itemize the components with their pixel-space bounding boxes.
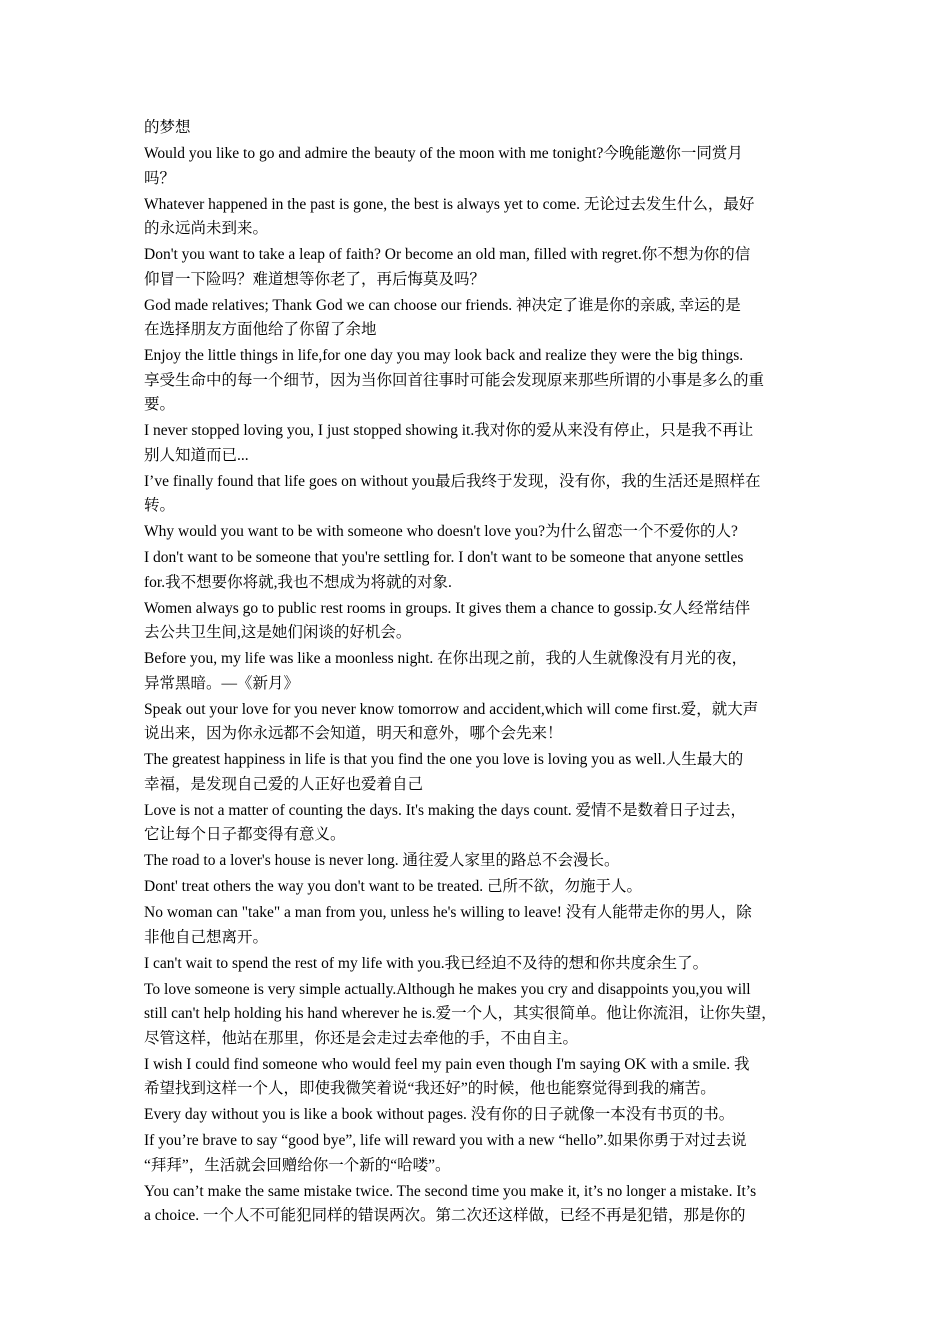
text-line: To love someone is very simple actually.Although he makes you cry and disappoints you,you will [144, 980, 751, 998]
paragraph [144, 546, 810, 595]
paragraph [144, 193, 810, 242]
text-line: 仰冒一下险吗？难道想等你老了，再后悔莫及吗？ [144, 270, 486, 288]
text-line: Dont' treat others the way you don't want to be treated. 己所不欲，勿施于人。 [144, 878, 643, 895]
paragraph [144, 142, 810, 191]
text-line: 的梦想 [144, 119, 191, 136]
paragraph [144, 344, 810, 418]
paragraph [144, 470, 810, 519]
text-line: for.我不想要你将就,我也不想成为将就的对象. [144, 573, 452, 591]
text-line: Love is not a matter of counting the days. It's making the days count. 爱情不是数着日子过去， [144, 801, 747, 819]
text-line: 尽管这样，他站在那里，你还是会走过去牵他的手，不由自主。 [144, 1029, 579, 1047]
paragraph [144, 243, 810, 292]
text-line: 非他自己想离开。 [144, 928, 269, 946]
paragraph [144, 748, 810, 797]
text-line: God made relatives; Thank God we can choose our friends. 神决定了谁是你的亲戚, 幸运的是 [144, 296, 741, 314]
paragraph [144, 1180, 810, 1229]
text-line: Before you, my life was like a moonless night. 在你出现之前，我的人生就像没有月光的夜， [144, 650, 748, 667]
text-line: No woman can "take" a man from you, unless he's willing to leave! 没有人能带走你的男人，除 [144, 904, 752, 921]
text-line: Would you like to go and admire the beauty of the moon with me tonight?今晚能邀你一同赏月 [144, 145, 743, 162]
text-line: “拜拜”，生活就会回赠给你一个新的“哈喽”。 [144, 1156, 451, 1174]
document-page [144, 116, 810, 1229]
text-line: You can’t make the same mistake twice. The second time you make it, it’s no longer a mistake. It’s [144, 1182, 757, 1200]
text-line: 的永远尚未到来。 [144, 220, 269, 237]
text-line: I never stopped loving you, I just stopped showing it.我对你的爱从来没有停止，只是我不再让 [144, 422, 754, 439]
paragraph [144, 419, 810, 468]
text-line: 别人知道而已... [144, 446, 249, 464]
paragraph [144, 849, 810, 874]
text-line: Enjoy the little things in life,for one day you may look back and realize they were the big things. [144, 347, 744, 364]
text-line: 幸福，是发现自己爱的人正好也爱着自己 [144, 775, 424, 793]
paragraph [144, 520, 810, 545]
paragraph [144, 952, 810, 977]
text-line: 希望找到这样一个人，即使我微笑着说“我还好”的时候，他也能察觉得到我的痛苦。 [144, 1080, 716, 1097]
paragraph [144, 1053, 810, 1102]
text-line: 转。 [144, 497, 176, 514]
text-line: Women always go to public rest rooms in groups. It gives them a chance to gossip.女人经常结伴 [144, 599, 751, 617]
text-line: 异常黑暗。—《新月》 [144, 674, 300, 692]
text-line: If you’re brave to say “good bye”, life will reward you with a new “hello”.如果你勇于对过去说 [144, 1132, 747, 1149]
text-line: Whatever happened in the past is gone, the best is always yet to come. 无论过去发生什么，最好 [144, 195, 755, 213]
paragraph [144, 901, 810, 950]
paragraph [144, 647, 810, 696]
text-line: a choice. 一个人不可能犯同样的错误两次。第二次还这样做，已经不再是犯错，那是你的 [144, 1207, 746, 1224]
text-line: Don't you want to take a leap of faith? Or become an old man, filled with regret.你不想为你的信 [144, 246, 751, 263]
text-line: Speak out your love for you never know tomorrow and accident,which will come first.爱，就大声 [144, 700, 759, 718]
text-line: Why would you want to be with someone who doesn't love you?为什么留恋一个不爱你的人? [144, 523, 738, 540]
text-line: 在选择朋友方面他给了你留了余地 [144, 321, 377, 338]
text-line: still can't help holding his hand wherever he is.爱一个人，其实很简单。他让你流泪，让你失望， [144, 1005, 777, 1022]
text-line: I’ve finally found that life goes on without you最后我终于发现，没有你，我的生活还是照样在 [144, 472, 761, 490]
text-line: 要。 [144, 396, 176, 413]
paragraph [144, 1103, 810, 1128]
paragraph [144, 116, 810, 141]
paragraph [144, 875, 810, 900]
paragraph [144, 698, 810, 747]
text-line: 吗？ [144, 169, 176, 187]
text-line: 享受生命中的每一个细节，因为当你回首往事时可能会发现原来那些所谓的小事是多么的重 [144, 371, 765, 389]
text-line: I don't want to be someone that you're settling for. I don't want to be someone that anyone settles [144, 549, 744, 566]
text-line: Every day without you is like a book without pages. 没有你的日子就像一本没有书页的书。 [144, 1106, 735, 1123]
text-line: The greatest happiness in life is that you find the one you love is loving you as well.人生最大的 [144, 751, 744, 768]
text-line: The road to a lover's house is never long. 通往爱人家里的路总不会漫长。 [144, 852, 620, 869]
text-line: I wish I could find someone who would feel my pain even though I'm saying OK with a smile. 我 [144, 1055, 750, 1073]
paragraph [144, 978, 810, 1052]
paragraph [144, 799, 810, 848]
text-line: 去公共卫生间,这是她们闲谈的好机会。 [144, 624, 412, 641]
paragraph [144, 597, 810, 646]
paragraph [144, 1129, 810, 1178]
text-line: I can't wait to spend the rest of my life with you.我已经迫不及待的想和你共度余生了。 [144, 954, 709, 972]
text-line: 它让每个日子都变得有意义。 [144, 826, 346, 843]
paragraph [144, 294, 810, 343]
text-line: 说出来，因为你永远都不会知道，明天和意外，哪个会先来！ [144, 725, 563, 742]
document-body [144, 116, 810, 1229]
